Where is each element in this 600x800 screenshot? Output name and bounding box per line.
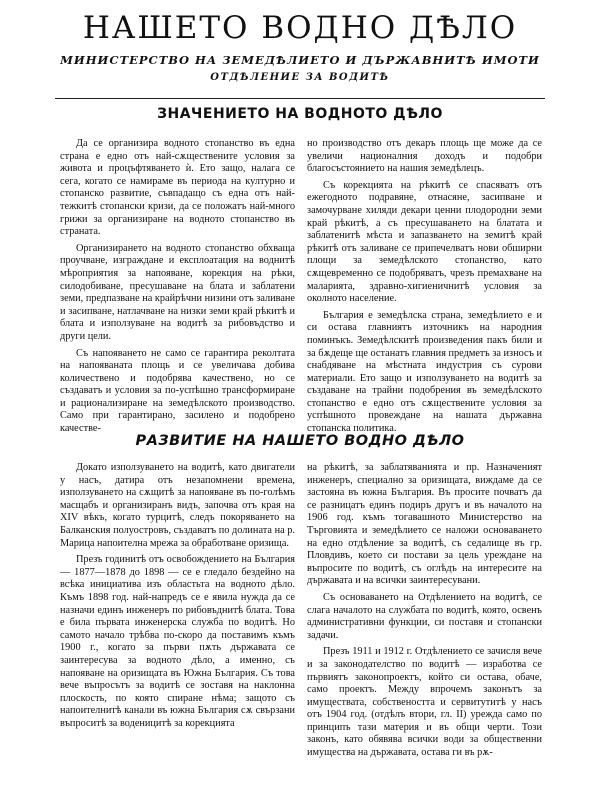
masthead	[0, 10, 600, 84]
masthead-rule	[55, 98, 545, 99]
article-2-column-1	[60, 462, 295, 734]
paragraph: Съ напояването не само се гарантира реколтата на напояваната площь и се увеличава добива количествено и подобрява качествено, но се създаватъ и условия за по-успѣшно трансформиране и рационализиране на земедѣлското производство. Само при гарантирано, засилено и подобрено качестве-	[60, 347, 295, 435]
paragraph: на рѣкитѣ, за заблатяванията и пр. Назначеният инженеръ, специално за оризищата, виждаме да се застояна въ южна България. Въ просите почватъ да се разницатъ единъ подиръ другъ и въ началото на 1906 год. къмъ тогавашното Министерство на Търговията и земедѣлието се наложи основаването на едно отдѣление за водитѣ, съ седалище въ гр. Пловдивъ, което си постави за цель уреждане на въпросите по водитѣ, съ оглѣдъ на интересите на държавата и на всички заинтересувани.	[307, 462, 542, 587]
ministry-line: МИНИСТЕРСТВО НА ЗЕМЕДѢЛИЕТО И ДЪРЖАВНИТѢ ИМОТИ	[60, 53, 540, 67]
paragraph: Докато използуването на водитѣ, като двигатели у насъ, датира отъ незапомнени времена, използуването на сѫщитѣ за напояване въ по-голѣмъ масщабъ и организиранъ видъ, започва отъ края на XIV вѣкъ, когато турцитѣ, следъ покоряването на Балканския полуостровъ, създаватъ по долината на р. Марица напоителна мрежа за обработване оризища.	[60, 462, 295, 549]
article-1-column-2	[307, 138, 542, 440]
article-2-column-2	[307, 462, 542, 764]
article-1-column-1	[60, 138, 295, 440]
magazine-title: НАШЕТО ВОДНО ДѢЛО	[82, 10, 518, 46]
article-1-title: ЗНАЧЕНИЕТО НА ВОДНОТО ДѢЛО	[157, 106, 443, 122]
paragraph: Съ основаването на Отдѣлението на водитѣ, се слага началото на службата по водитѣ, която, освенъ административни функции, си поставя и стопански задачи.	[307, 591, 542, 641]
paragraph: Съ корекцията на рѣкитѣ се спасяватъ отъ ежегодното подравяне, отнасяне, засипване и замочурване хиляди декари ценни плодородни земи край рѣкитѣ, а съ пресушаването на блатата и заблатенитѣ мѣста и запазването на земитѣ край рѣкитѣ отъ заливане се припечелватъ нови обширни площи за земедѣлското стопанство, като сѫщевременно се подобряватъ, чрезъ премахване на маларията, здравно-хигиеничнитѣ условия за околното население.	[307, 179, 542, 305]
article-2-title: РАЗВИТИЕ НА НАШЕТО ВОДНО ДѢЛО	[135, 433, 465, 449]
paragraph: но производство отъ декаръ площь ще може да се увеличи националния доходъ и подобри благосъстоянието на нашия земедѣлецъ.	[307, 138, 542, 175]
paragraph: Да се организира водното стопанство въ една страна е едно отъ най-сѫществените условия за живота и процъфтяването ѝ. Ето защо, налага се сега, когато се намираме въ периода на културно и стопанско развитие, съвпадащо съ една отъ най-тежкитѣ стопански кризи, да се положатъ най-много грижи за организиране на водното стопанство въ страната.	[60, 138, 295, 238]
paragraph: Презъ годинитѣ отъ освобождението на България — 1877—1878 до 1898 — се е гледало бездейно на всѣка инициатива изъ областьта на водното дѣло. Къмъ 1898 год. най-напредъ се е явила нужда да се назначи единъ инженеръ по рибовъднитѣ блата. Това е била първата инженерска служба по водитѣ. Но самото начало трѣбва по-скоро да поставимъ къмъ 1900 г., когато за първи пѫть държавата се заинтересува за водното дѣло, а именно, съ напояване на оризищата въ Южна България. Съ това вече въпросътъ за водитѣ се зоставя на наклонна плоскость, по която спиране нѣма; защото съ напоителнитѣ канали въ южна България сѫ свързани въпроситѣ за воденицитѣ за корекцията	[60, 554, 295, 729]
paragraph: Организирането на водното стопанство обхваща проучване, изграждане и експлоатация на воднитѣ мѣроприятия за напояване, корекция на рѣки, силодобиване, пресушаване на блата и заблатени земи, предпазване на крайрѣчни низини отъ заливане и засипване, натлачване на низки земи край рѣкитѣ и блата и използуване на водитѣ за рибовъдство и други цели.	[60, 242, 296, 342]
paragraph: България е земедѣлска страна, земедѣлието е и си остава главниятъ източникъ на народния поминъкъ. Земедѣлскитѣ произведения пакъ били и за бѫдеще ще останатъ главния предметъ за износъ и снабдяване на мѣстната индустрия съ сурови материали. Ето защо и използуването на водитѣ за създаване на трайни подобрения въ земедѣлското стопанство е едно отъ сѫществените условия за успѣшното провеждане на нашата държавна стопанска политика.	[307, 309, 543, 435]
department-line: ОТДѢЛЕНИЕ ЗА ВОДИТѢ	[210, 72, 390, 83]
paragraph: Презъ 1911 и 1912 г. Отдѣлението се зачисля вече и за законодателство по водитѣ — изработва се първиятъ законопроектъ, който си остава, обаче, само проектъ. Между впрочемъ законътъ за имуществата, собствеността и сервитутитѣ у насъ отъ 1904 год. (отдѣлъ втори, гл. II) урежда само по принципъ тази материя и въ общи черти. Този законъ, като обявява всички води за общественни имущества на държавата, остава ги въ рѫ-	[307, 646, 542, 759]
